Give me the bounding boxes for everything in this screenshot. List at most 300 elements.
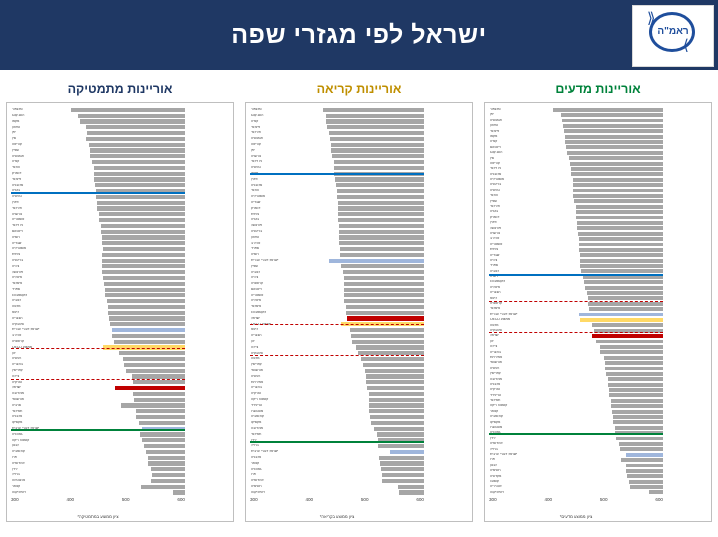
bar	[344, 276, 424, 280]
bar	[344, 288, 424, 292]
bar	[123, 357, 185, 361]
bar-label: פולין	[12, 200, 19, 204]
bar	[605, 367, 663, 371]
bar-label: ספרד	[12, 287, 20, 291]
bar-label: אלבניה	[12, 415, 23, 419]
bar	[587, 291, 663, 295]
bar-label: הונגריה	[12, 316, 23, 320]
bar	[124, 363, 185, 367]
bar-label: יפן	[251, 148, 255, 152]
bar	[97, 206, 185, 210]
bar	[581, 269, 663, 273]
bar-rows-reading	[250, 107, 424, 495]
bar	[78, 114, 185, 118]
bar	[361, 357, 424, 361]
bar	[102, 264, 185, 268]
bar-label: תאילנד	[251, 432, 262, 436]
bar	[604, 356, 663, 360]
bar	[399, 490, 424, 494]
bar	[569, 156, 663, 160]
bar	[334, 160, 424, 164]
axis-caption-reading: ציון ממוצע בקריאה*	[319, 514, 355, 519]
bar	[126, 369, 185, 373]
reference-line	[489, 433, 663, 435]
bar	[115, 386, 185, 390]
bar-label: מולדובה	[490, 377, 502, 381]
bar	[337, 195, 424, 199]
bar-label: ישראל	[12, 386, 22, 390]
arrow-up-icon: ⟪	[647, 10, 656, 27]
bar-label: סינגפור	[12, 108, 23, 112]
bar	[102, 241, 185, 245]
bar	[336, 183, 424, 187]
bar-label: מלטה	[490, 323, 499, 327]
bar	[588, 296, 663, 300]
bar	[114, 340, 185, 344]
bar-label: גרמניה	[251, 166, 261, 170]
x-axis-reading	[250, 497, 424, 509]
bar	[107, 299, 185, 303]
bar-label: פינלנד	[490, 129, 500, 133]
bar	[329, 259, 424, 263]
bar-label: אורוגוואי	[490, 361, 502, 365]
bar	[574, 199, 663, 203]
chart-title-science: אוריינות מדעים	[555, 82, 641, 96]
bar-label: לטביה	[490, 269, 499, 273]
x-axis-math	[11, 497, 185, 509]
chart-panel-reading	[245, 82, 473, 537]
bar-label: איטליה	[490, 285, 500, 289]
bar	[151, 467, 185, 471]
bar-label: קנדה	[12, 160, 20, 164]
bar-label: טורקיה	[251, 392, 261, 396]
bar	[573, 183, 663, 187]
bar	[331, 148, 424, 152]
bar	[573, 178, 663, 182]
bar-label: וייטנאם	[490, 145, 501, 149]
bar-label: קטאר	[12, 484, 21, 488]
bar-label: רומניה	[490, 366, 500, 370]
bar	[626, 464, 663, 468]
axis-caption-math: ציון ממוצע במתמטיקה*	[77, 514, 119, 519]
charts-container	[0, 82, 718, 537]
bar-label: דנמרק	[12, 171, 22, 175]
bar-label: בריטניה	[490, 183, 502, 187]
bar	[86, 137, 185, 141]
chart-panel-math	[6, 82, 234, 537]
bar-label: יוון	[12, 351, 16, 355]
bar-label: ישראל דוברי ערבית	[251, 450, 279, 454]
bar	[133, 380, 185, 384]
bar	[335, 177, 424, 181]
axis-tick: 600	[416, 497, 424, 502]
bar	[329, 131, 424, 135]
bar	[579, 237, 663, 241]
bar	[327, 125, 424, 129]
bar-label: הולנד	[490, 194, 499, 198]
bar	[136, 415, 185, 419]
bar-label: ירדן	[251, 438, 257, 442]
bar	[139, 421, 185, 425]
bar	[326, 114, 424, 118]
bar-label: טאיוון	[12, 125, 20, 129]
bar	[589, 307, 663, 311]
bar-label: קפריסין	[251, 363, 262, 367]
bar-label: ישראל דוברי ערבית	[490, 452, 518, 456]
axis-tick: 500	[360, 497, 369, 502]
bar-label: פולין	[490, 221, 497, 225]
bar	[619, 442, 663, 446]
bar-label: קוריאה	[12, 142, 22, 146]
bar-label: סין	[490, 156, 494, 160]
bar	[108, 311, 185, 315]
bar	[580, 259, 663, 263]
bar-label: בלגיה	[490, 210, 499, 214]
bar-label: סלובקיה	[12, 322, 24, 326]
bar	[338, 212, 424, 216]
bar	[611, 404, 663, 408]
bar-label: איסלנד	[12, 282, 23, 286]
bar-label: יפן	[12, 131, 16, 135]
bar-label: טאיוון	[490, 124, 498, 128]
bar	[101, 230, 185, 234]
reference-line	[489, 301, 663, 302]
bar	[86, 125, 185, 129]
bar-label: גרמניה	[490, 188, 500, 192]
bar	[346, 305, 424, 309]
bar-label: צרפת	[490, 248, 498, 252]
reference-line	[11, 429, 185, 431]
bar	[87, 131, 185, 135]
bar-label: הונגריה	[490, 291, 501, 295]
bar-label: יפן	[490, 113, 494, 117]
bar-label: טרינידד	[490, 393, 501, 397]
bar-label: ליטא	[251, 328, 259, 332]
bar	[576, 205, 663, 209]
bar	[571, 172, 663, 176]
bar	[382, 479, 424, 483]
x-axis-science	[489, 497, 663, 509]
bar	[592, 323, 663, 327]
bar	[90, 154, 185, 158]
bar	[562, 119, 663, 123]
bar-label: אסטוניה	[490, 118, 502, 122]
bar-label: תאילנד	[490, 399, 501, 403]
bar	[371, 421, 424, 425]
bar-label: שוויץ	[251, 264, 258, 268]
bar-label: בלגיה	[251, 218, 260, 222]
bar-label: קולומביה	[251, 415, 264, 419]
bar-label: איסלנד	[490, 307, 501, 311]
bar	[381, 467, 424, 471]
bar-label: אירלנד	[251, 131, 261, 135]
bar-label: ניו זילנד	[251, 160, 262, 164]
bar	[337, 189, 424, 193]
bar-label: צ'כיה	[490, 258, 498, 262]
bar	[94, 166, 185, 170]
bar	[104, 282, 185, 286]
bar	[346, 311, 424, 315]
bar	[339, 235, 424, 239]
bar	[89, 143, 185, 147]
bar	[561, 113, 663, 117]
bar-label: אוסטרליה	[12, 247, 27, 251]
bar	[378, 444, 424, 448]
bar-label: מולדובה	[12, 392, 24, 396]
bar-label: אוסטרליה	[251, 195, 266, 199]
bar-label: פרו	[12, 456, 17, 459]
axis-tick: 500	[121, 497, 130, 502]
axis-tick: 600	[177, 497, 185, 502]
bar-label: מולדובה	[251, 427, 263, 431]
bar-label: רוסיה	[251, 253, 259, 257]
bar-label: נורווגיה	[490, 231, 501, 235]
bar-label: קוסטה ריקה	[251, 398, 269, 402]
bar	[356, 345, 424, 349]
bar	[341, 264, 424, 268]
bar-label: אוסטריה	[12, 218, 25, 222]
bar-label: שבדיה	[12, 241, 22, 245]
bar-label: רומניה	[12, 357, 22, 361]
bar	[339, 224, 424, 228]
bar-label: תאילנד	[12, 409, 23, 413]
bar-label: תוניסיה	[490, 469, 501, 473]
bar	[140, 432, 185, 436]
bar	[580, 264, 663, 268]
bar	[600, 350, 663, 354]
bar-label: פינלנד	[251, 125, 261, 129]
bar	[630, 485, 663, 489]
bar-label: אלבניה	[490, 382, 501, 386]
bar	[103, 247, 185, 251]
bar-label: מונטנגרו	[490, 426, 503, 430]
bar-label: קנדה	[490, 140, 498, 144]
bar	[338, 201, 424, 205]
bar-label: ישראל דוברי עברית	[490, 312, 518, 316]
reference-line	[11, 379, 185, 380]
bar	[99, 218, 185, 222]
bar	[347, 316, 424, 320]
bar-label: פורטוגל	[251, 224, 263, 228]
chart-panel-science	[484, 82, 712, 537]
bar	[340, 247, 424, 251]
bar-label: מקדוניה	[490, 474, 502, 478]
bar	[577, 226, 663, 230]
bar-label: ליטא	[12, 311, 20, 315]
bar-label: נורווגיה	[251, 154, 262, 158]
bar-label: סלובניה	[12, 183, 24, 187]
bar	[352, 340, 424, 344]
bar-label: וייטנאם	[12, 229, 23, 233]
bar-track	[534, 490, 663, 495]
bar-label: שבדיה	[490, 253, 500, 257]
bar	[369, 409, 424, 413]
bar	[573, 189, 663, 193]
bar-label: אסטוניה	[251, 137, 263, 141]
bar	[626, 469, 663, 473]
bar	[627, 474, 663, 478]
bar-label: קוריאה	[490, 161, 500, 165]
bar	[612, 410, 663, 414]
bar-label: מקסיקו	[490, 420, 501, 424]
bar	[374, 427, 424, 431]
bar	[148, 456, 185, 460]
bar-label: ארה"ב	[12, 334, 22, 338]
bar	[323, 108, 424, 112]
bar-row	[11, 490, 185, 496]
bar	[152, 473, 185, 477]
bar-label: טורקיה	[12, 380, 22, 384]
bar	[173, 490, 185, 494]
bar-label: סין	[12, 137, 16, 141]
bar	[629, 480, 663, 484]
bar	[148, 461, 185, 465]
bar-label: מקסיקו	[251, 421, 262, 425]
bar	[608, 383, 663, 387]
bar	[339, 230, 424, 234]
bar-label: מקאו	[251, 171, 259, 175]
bar	[566, 145, 663, 149]
slide-header	[0, 0, 718, 70]
chart-title-reading: אוריינות קריאה	[316, 82, 402, 96]
bar	[332, 154, 424, 158]
reference-line	[250, 324, 424, 325]
bar	[620, 447, 663, 451]
bar-label: אינדונזיה	[12, 461, 25, 465]
bar-label: קנדה	[251, 119, 259, 123]
bar	[142, 438, 185, 442]
bar	[605, 361, 663, 365]
bar-label: סלובניה	[251, 183, 263, 187]
bar-label: ניו זילנד	[12, 224, 23, 228]
bar-label: לבנון	[12, 444, 19, 448]
bar	[579, 243, 663, 247]
bar	[613, 415, 663, 419]
bar-label: צ'ילה	[12, 374, 20, 378]
bar	[119, 351, 185, 355]
bar-label: רומניה	[251, 374, 261, 378]
bar-label: ברזיל	[12, 473, 20, 477]
bar	[334, 166, 424, 170]
bar-label: טרינידד	[251, 403, 262, 407]
bar	[366, 380, 424, 384]
bar	[613, 420, 663, 424]
bar-label: ארה"ב	[251, 241, 261, 245]
bar	[573, 194, 663, 198]
bar	[151, 479, 185, 483]
bar-label: קולומביה	[12, 450, 25, 454]
bar-label: הונג קונג	[490, 151, 503, 155]
bar	[102, 270, 185, 274]
bar	[577, 221, 663, 225]
bar-label: גרמניה	[12, 195, 22, 199]
bar-label: ברזיל	[251, 444, 259, 448]
axis-caption-science: ציון ממוצע מדעים*	[559, 514, 593, 519]
bar	[390, 450, 424, 454]
bar-label: יוון	[251, 340, 255, 344]
chart-title-math: אוריינות מתמטיקה	[67, 82, 173, 96]
bar	[380, 461, 424, 465]
bar-label: ממוצע OECD	[12, 345, 33, 349]
bar	[350, 328, 424, 332]
bar	[103, 276, 185, 280]
bar-label: בולגריה	[490, 350, 501, 354]
reference-line	[489, 332, 663, 333]
bar-label: אוסטרליה	[490, 178, 505, 182]
bar-label: לטביה	[251, 270, 260, 274]
bar-label: בריטניה	[251, 229, 263, 233]
logo-label: ראמ"ה	[657, 26, 689, 37]
bar	[576, 210, 663, 214]
bar	[377, 432, 424, 436]
reference-line	[250, 355, 424, 356]
axis-tick: 300	[250, 497, 258, 502]
bar-label: מקאו	[490, 134, 498, 138]
bar-label: רוסיה	[490, 275, 498, 279]
bar	[110, 322, 185, 326]
bar	[97, 201, 185, 205]
bar	[112, 328, 185, 332]
bar-label: סלובקיה	[251, 351, 263, 355]
bar	[606, 372, 663, 376]
bar	[398, 485, 424, 489]
bar	[344, 282, 424, 286]
bar	[326, 119, 424, 123]
bar	[343, 270, 424, 274]
bar-label: ישראל דוברי עברית	[251, 258, 279, 262]
bar	[105, 288, 185, 292]
bar	[94, 172, 185, 176]
bar-label: סינגפור	[251, 108, 262, 112]
bar-label: קולומביה	[490, 415, 503, 419]
axis-tick: 400	[66, 497, 75, 502]
reference-line	[250, 173, 424, 175]
bar-label: אירלנד	[490, 205, 500, 209]
bar	[580, 318, 663, 322]
bar-label: פורטוגל	[490, 226, 502, 230]
bar-label: דנמרק	[251, 206, 261, 210]
bar	[102, 253, 185, 257]
bar	[578, 232, 663, 236]
bar-label: ממוצע OECD	[490, 318, 511, 322]
bar	[576, 216, 663, 220]
chart-math	[6, 102, 234, 522]
bar	[565, 135, 663, 139]
chart-science	[484, 102, 712, 522]
bar-label: פינלנד	[12, 177, 22, 181]
bar-label: אורוגוואי	[12, 398, 24, 402]
bar-label: ספרד	[490, 264, 498, 268]
bar-label: ספרד	[251, 247, 259, 251]
bar-label: בולגריה	[12, 363, 23, 367]
bar-label: ארגנטינה	[12, 479, 26, 483]
bar-label: אוסטריה	[490, 242, 503, 246]
bar-label: מקאו	[12, 119, 20, 123]
bar	[379, 456, 424, 460]
bar	[580, 253, 663, 257]
bar	[105, 293, 185, 297]
bar	[571, 167, 663, 171]
bar	[649, 490, 663, 494]
bar	[340, 253, 424, 257]
bar-label: הונגריה	[251, 334, 262, 338]
bar	[330, 137, 424, 141]
bar	[141, 485, 185, 489]
bar-label: דומיניקנה	[490, 490, 504, 494]
bar-label: הולנד	[251, 189, 260, 193]
bar-track	[56, 490, 185, 496]
bar-label: גאורגיה	[490, 431, 501, 435]
